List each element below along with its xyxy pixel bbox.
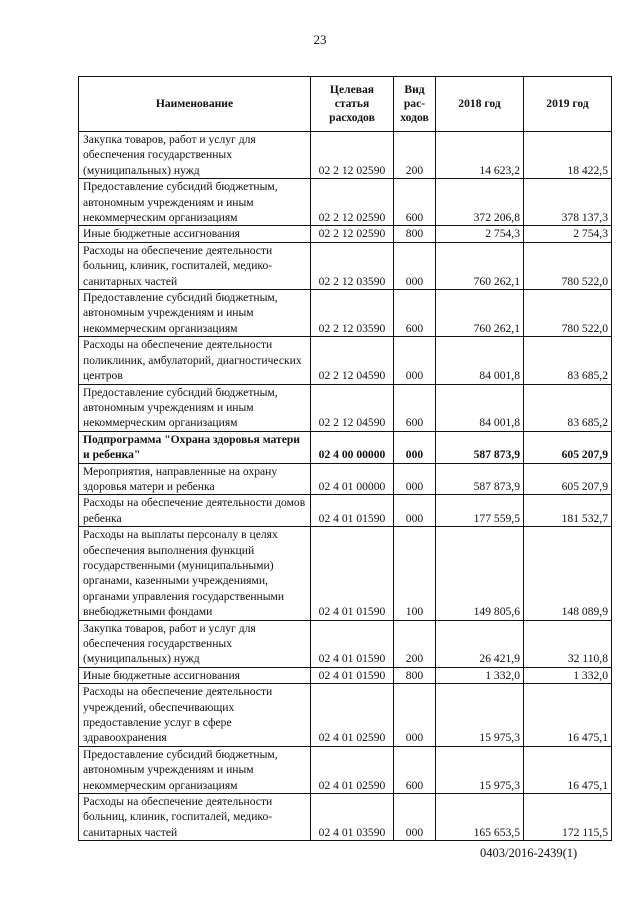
row-value-2019: 16 475,1 (524, 684, 612, 747)
row-name: Иные бюджетные ассигнования (79, 667, 311, 683)
header-code: Целевая статья расходов (311, 77, 394, 132)
row-code: 02 4 01 01590 (311, 620, 394, 667)
row-name: Мероприятия, направленные на охрану здоровья матери и ребенка (79, 463, 311, 495)
row-value-2018: 84 001,8 (436, 337, 524, 384)
row-code: 02 4 01 02590 (311, 684, 394, 747)
row-kind: 000 (394, 684, 436, 747)
row-code: 02 4 01 01590 (311, 495, 394, 527)
table-row (79, 242, 612, 289)
table-header-row (79, 77, 612, 132)
table-body (79, 132, 612, 841)
table-row (79, 667, 612, 683)
row-code: 02 4 01 01590 (311, 667, 394, 683)
row-name: Расходы на обеспечение деятельности домов ребенка (79, 495, 311, 527)
row-code: 02 2 12 02590 (311, 132, 394, 179)
table-row (79, 527, 612, 620)
row-code: 02 2 12 04590 (311, 337, 394, 384)
row-value-2018: 149 805,6 (436, 527, 524, 620)
row-value-2018: 372 206,8 (436, 179, 524, 226)
row-value-2018: 2 754,3 (436, 226, 524, 242)
row-value-2018: 760 262,1 (436, 290, 524, 337)
row-name: Подпрограмма "Охрана здоровья матери и ребенка" (79, 431, 311, 463)
header-kind: Вид рас-ходов (394, 77, 436, 132)
row-kind: 800 (394, 667, 436, 683)
row-code: 02 2 12 03590 (311, 242, 394, 289)
row-value-2019: 32 110,8 (524, 620, 612, 667)
row-code: 02 2 12 02590 (311, 179, 394, 226)
row-value-2019: 181 532,7 (524, 495, 612, 527)
table-row (79, 179, 612, 226)
row-name: Закупка товаров, работ и услуг для обеспечения государственных (муниципальных) нужд (79, 620, 311, 667)
row-value-2018: 84 001,8 (436, 384, 524, 431)
row-kind: 600 (394, 179, 436, 226)
row-code: 02 2 12 04590 (311, 384, 394, 431)
row-name: Предоставление субсидий бюджетным, автономным учреждениям и иным некоммерческим организациям (79, 290, 311, 337)
row-value-2018: 165 653,5 (436, 794, 524, 841)
table-row (79, 132, 612, 179)
row-value-2019: 16 475,1 (524, 746, 612, 793)
row-code: 02 4 01 01590 (311, 527, 394, 620)
row-value-2018: 15 975,3 (436, 746, 524, 793)
row-value-2019: 1 332,0 (524, 667, 612, 683)
row-kind: 000 (394, 463, 436, 495)
row-value-2019: 605 207,9 (524, 431, 612, 463)
table-row (79, 684, 612, 747)
table-row (79, 337, 612, 384)
row-name: Предоставление субсидий бюджетным, автономным учреждениям и иным некоммерческим организациям (79, 384, 311, 431)
row-value-2019: 83 685,2 (524, 337, 612, 384)
row-kind: 100 (394, 527, 436, 620)
row-kind: 000 (394, 242, 436, 289)
row-code: 02 4 01 02590 (311, 746, 394, 793)
row-value-2019: 83 685,2 (524, 384, 612, 431)
row-value-2019: 605 207,9 (524, 463, 612, 495)
row-code: 02 2 12 03590 (311, 290, 394, 337)
header-name: Наименование (79, 77, 311, 132)
row-code: 02 4 01 00000 (311, 463, 394, 495)
row-code: 02 4 00 00000 (311, 431, 394, 463)
row-name: Расходы на обеспечение деятельности учреждений, обеспечивающих предоставление услуг в сфере здравоохранения (79, 684, 311, 747)
row-name: Иные бюджетные ассигнования (79, 226, 311, 242)
row-kind: 000 (394, 431, 436, 463)
row-value-2018: 587 873,9 (436, 431, 524, 463)
row-kind: 800 (394, 226, 436, 242)
row-kind: 000 (394, 794, 436, 841)
row-value-2019: 148 089,9 (524, 527, 612, 620)
row-kind: 600 (394, 384, 436, 431)
row-value-2019: 780 522,0 (524, 290, 612, 337)
row-kind: 000 (394, 337, 436, 384)
table-row (79, 431, 612, 463)
table-row (79, 290, 612, 337)
row-kind: 200 (394, 620, 436, 667)
row-name: Предоставление субсидий бюджетным, автономным учреждениям и иным некоммерческим организациям (79, 179, 311, 226)
table-row (79, 226, 612, 242)
table-row (79, 746, 612, 793)
row-value-2019: 172 115,5 (524, 794, 612, 841)
header-2019: 2019 год (524, 77, 612, 132)
row-value-2018: 760 262,1 (436, 242, 524, 289)
row-value-2019: 780 522,0 (524, 242, 612, 289)
row-code: 02 4 01 03590 (311, 794, 394, 841)
row-name: Расходы на обеспечение деятельности больниц, клиник, госпиталей, медико-санитарных частей (79, 242, 311, 289)
row-value-2018: 587 873,9 (436, 463, 524, 495)
row-value-2018: 15 975,3 (436, 684, 524, 747)
row-value-2018: 1 332,0 (436, 667, 524, 683)
row-kind: 200 (394, 132, 436, 179)
table-row (79, 495, 612, 527)
budget-table (78, 76, 612, 841)
row-kind: 600 (394, 290, 436, 337)
row-value-2019: 2 754,3 (524, 226, 612, 242)
row-name: Предоставление субсидий бюджетным, автономным учреждениям и иным некоммерческим организациям (79, 746, 311, 793)
row-name: Расходы на выплаты персоналу в целях обеспечения выполнения функций государственными (муниципальными) органами, казенными учреждениями, органами управления государственными внебюджетными фондами (79, 527, 311, 620)
row-value-2019: 18 422,5 (524, 132, 612, 179)
row-name: Расходы на обеспечение деятельности больниц, клиник, госпиталей, медико-санитарных частей (79, 794, 311, 841)
header-2018: 2018 год (436, 77, 524, 132)
row-code: 02 2 12 02590 (311, 226, 394, 242)
table-row (79, 620, 612, 667)
table-row (79, 463, 612, 495)
table-row (79, 384, 612, 431)
row-kind: 000 (394, 495, 436, 527)
row-name: Закупка товаров, работ и услуг для обеспечения государственных (муниципальных) нужд (79, 132, 311, 179)
document-code: 0403/2016-2439(1) (480, 846, 578, 860)
table-row (79, 794, 612, 841)
row-value-2018: 26 421,9 (436, 620, 524, 667)
row-value-2019: 378 137,3 (524, 179, 612, 226)
row-value-2018: 177 559,5 (436, 495, 524, 527)
row-value-2018: 14 623,2 (436, 132, 524, 179)
row-kind: 600 (394, 746, 436, 793)
row-name: Расходы на обеспечение деятельности поликлиник, амбулаторий, диагностических центров (79, 337, 311, 384)
page-number: 23 (313, 32, 327, 47)
